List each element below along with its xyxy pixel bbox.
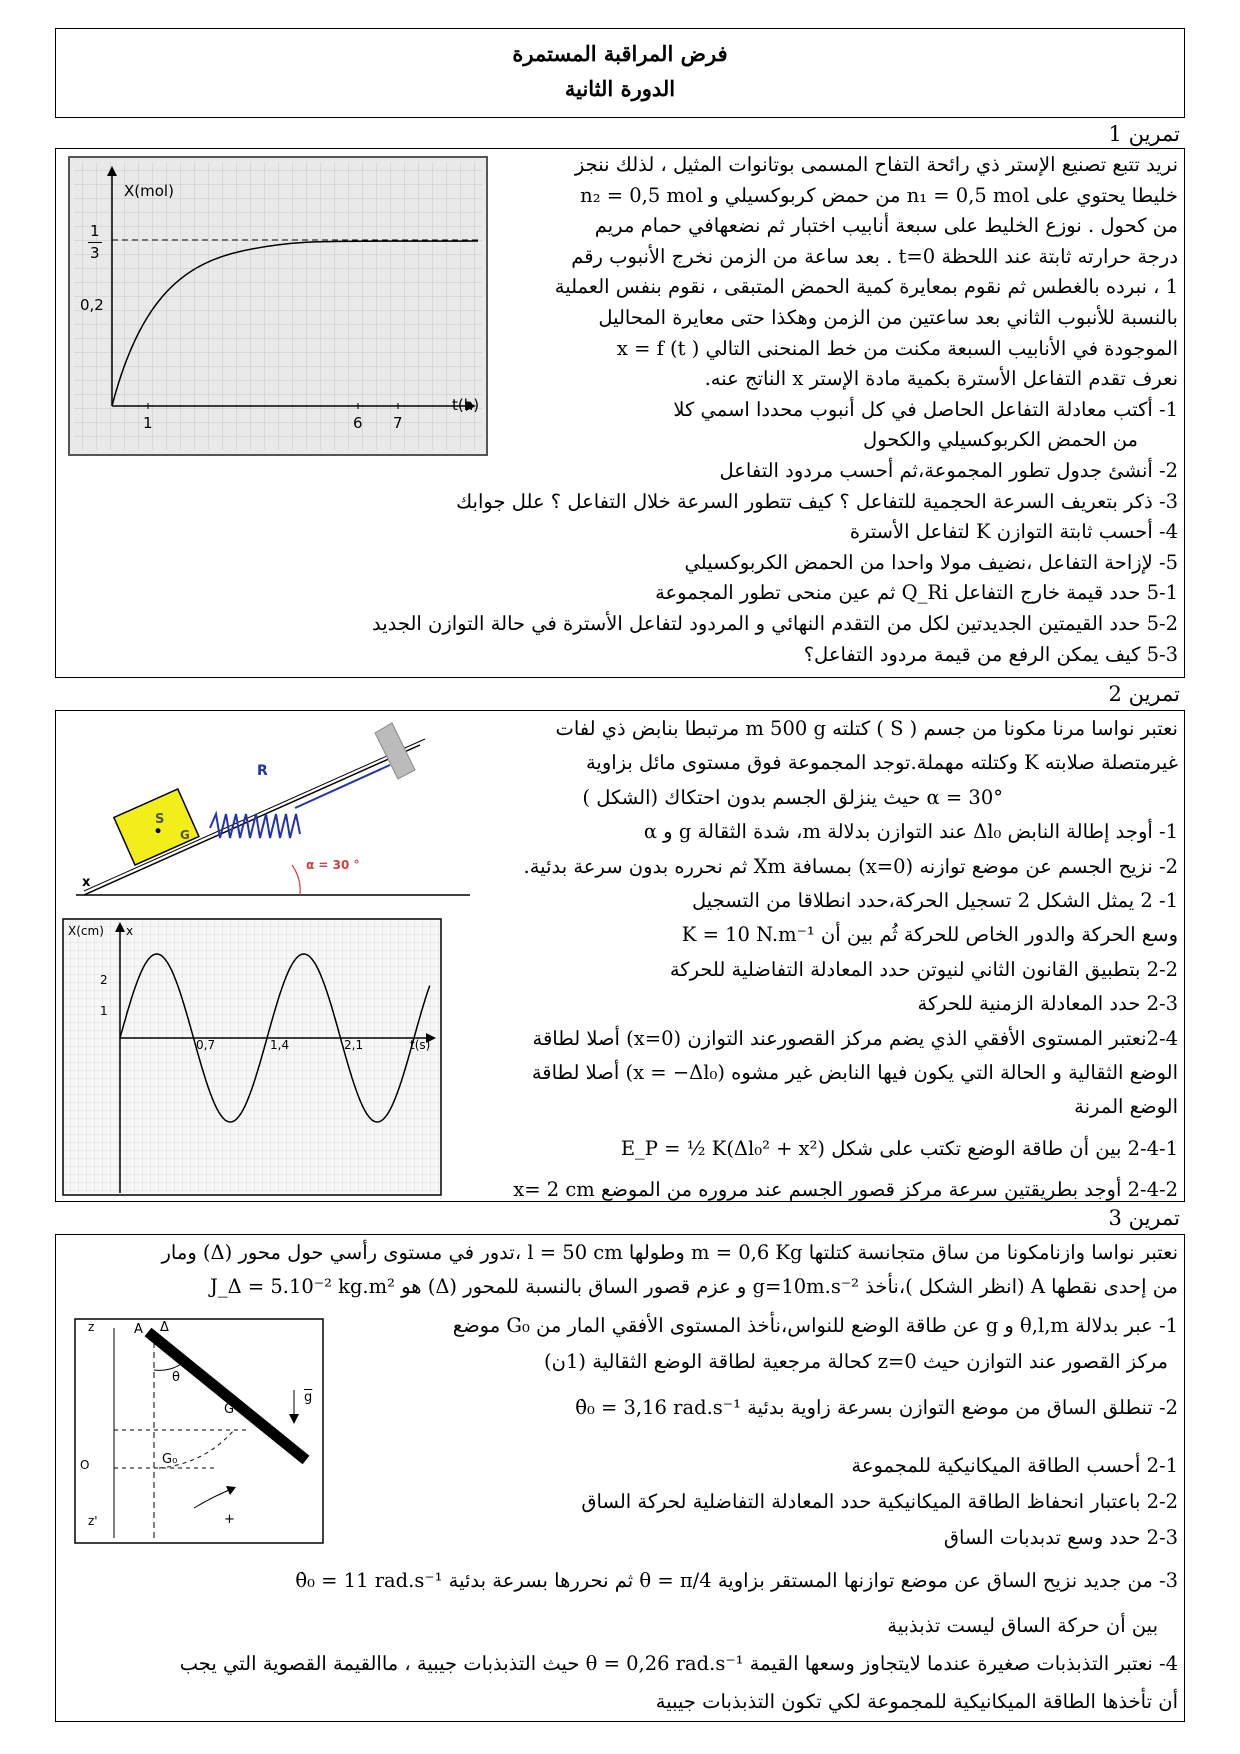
exercise-3-text-top (68, 1236, 1178, 1304)
ex2-line: نعتبر نواسا مرنا مكونا من جسم ( S ) كتلته m 500 g مرتبطا بنابض ذي لفات (555, 717, 1178, 740)
ex1-line: 1 ، نبرده بالغطس ثم نقوم بمعايرة كمية الحمض المتبقى ، نقوم بنفس العملية (554, 275, 1178, 299)
ex3-line: نعتبر نواسا وازنامكونا من ساق متجانسة كتلتها m = 0,6 Kg وطولها l = 50 cm ،تدور في مستوى رأسي حول محور (Δ) ومار (161, 1241, 1178, 1264)
ex2-line: غيرمتصلة صلابته K وكتلته مهملة.توجد المجموعة فوق مستوى مائل بزاوية (585, 751, 1178, 775)
record-yaxis-label: x (126, 924, 134, 938)
ex1-line: نعرف تقدم التفاعل الأسترة بكمية مادة الإستر x الناتج عنه. (704, 367, 1178, 391)
plus-label: + (224, 1512, 235, 1527)
rod-pendulum-figure (74, 1318, 324, 1544)
graph-xtick-1: 1 (143, 414, 153, 432)
ex3-line: 2-3 حدد وسع تدبدبات الساق (943, 1526, 1178, 1549)
record-xtick-07: 0,7 (196, 1038, 216, 1052)
ex1-line: درجة حرارته ثابتة عند اللحظة t=0 . بعد ساعة من الزمن نخرج الأنبوب رقم (571, 244, 1178, 268)
record-ytick-2: 2 (100, 973, 108, 987)
ex1-line: 4- أحسب ثابتة التوازن K لتفاعل الأسترة (849, 520, 1178, 544)
ex2-line: 2-2 بتطبيق القانون الثاني لنيوتن حدد المعادلة التفاضلية للحركة (669, 957, 1178, 981)
ex1-line: خليطا يحتوي على n₁ = 0,5 mol من حمض كربوكسيلي و n₂ = 0,5 mol (580, 183, 1178, 207)
body-label: S (155, 812, 165, 827)
theta-label: θ (172, 1370, 180, 1385)
graph-yfrac-den: 3 (90, 244, 100, 262)
ex3-line: من إحدى نقطها A (انظر الشكل )،نأخذ g=10m.s⁻² و عزم قصور الساق بالنسبة للمحور (Δ) هو J_Δ = 5.10⁻² kg.m² (210, 1275, 1178, 1298)
point-g0-label: G₀ (162, 1452, 178, 1467)
ex3-line: 2-1 أحسب الطاقة الميكانيكية للمجموعة (851, 1454, 1178, 1477)
ex1-line: نريد تتبع تصنيع الإستر ذي رائحة التفاح المسمى بوتانوات المثيل ، لذلك ننجز (574, 153, 1178, 176)
record-ylabel: X(cm) (68, 924, 104, 938)
angle-label: α = 30 ° (306, 858, 360, 872)
ex1-line: 5-3 كيف يمكن الرفع من قيمة مردود التفاعل؟ (803, 642, 1178, 666)
graph-ylabel: X(mol) (124, 182, 174, 200)
header-box (55, 28, 1185, 118)
spring-label: R (257, 763, 268, 779)
exercise-3-text-bottom (68, 1555, 1178, 1721)
ex1-line: الموجودة في الأنابيب السبعة مكنت من خط المنحنى التالي ( x = f (t (616, 336, 1178, 360)
record-ytick-1: 1 (100, 1004, 108, 1018)
ex2-line: 1- أوجد إطالة النابض Δl₀ عند التوازن بدلالة m، شدة الثقالة g و α (643, 820, 1178, 844)
ex2-line: α = 30° حيث ينزلق الجسم بدون احتكاك (الشكل ) (582, 785, 1003, 809)
exercise-3-text-mid (378, 1308, 1178, 1556)
ex1-line: 2- أنشئ جدول تطور المجموعة،ثم أحسب مردود التفاعل (719, 458, 1178, 482)
ex3-line: 1- عبر بدلالة θ,l,m و g عن طاقة الوضع للنواس،نأخذ المستوى الأفقي المار من G₀ موضع (452, 1314, 1178, 1337)
oscillation-record (62, 918, 442, 1196)
ex2-line: 1- 2 يمثل الشكل 2 تسجيل الحركة،حدد انطلاقا من التسجيل (692, 889, 1178, 913)
graph-yfrac-num: 1 (90, 222, 100, 240)
ex3-line: 2- تنطلق الساق من موضع التوازن بسرعة زاوية بدئية θ̇₀ = 3,16 rad.s⁻¹ (575, 1396, 1178, 1419)
axis-x-label: x (82, 875, 91, 890)
incline-figure (70, 715, 470, 910)
ex2-line: 2-3 حدد المعادلة الزمنية للحركة (917, 992, 1178, 1016)
origin-label: O (80, 1458, 90, 1472)
point-g-label: G (224, 1402, 235, 1417)
ex2-line: 2-4-1 بين أن طاقة الوضع تكتب على شكل E_P = ½ K(Δl₀² + x²) (620, 1136, 1178, 1160)
ex3-line: 2-2 باعتبار انحفاظ الطاقة الميكانيكية حدد المعادلة التفاضلية لحركة الساق (581, 1490, 1178, 1513)
ex1-line: من الحمض الكربوكسيلي والكحول (862, 428, 1138, 452)
ex1-line: 5-1 حدد قيمة خارج التفاعل Q_Ri ثم عين منحى تطور المجموعة (655, 581, 1178, 605)
ex2-line: الوضع الثقالية و الحالة التي يكون فيها النابض غير مشوه (x = −Δl₀) أصلا لطاقة (531, 1061, 1178, 1085)
g-vector-label: $\overline{g}$ (304, 1390, 313, 1405)
ex2-line: الوضع المرنة (1074, 1095, 1178, 1119)
exercise-1-label: تمرين 1 (1108, 122, 1180, 146)
ex3-line: 3- من جديد نزيح الساق عن موضع توازنها المستقر بزاوية θ = π/4 ثم نحررها بسرعة بدئية θ̇₀ = 11 rad.s⁻¹ (295, 1569, 1178, 1592)
record-xtick-14: 1,4 (270, 1038, 290, 1052)
ex3-line: أن تأخذها الطاقة الميكانيكية للمجموعة لكي تكون التذبذبات جيبية (655, 1690, 1178, 1713)
exercise-2-label: تمرين 2 (1108, 682, 1180, 706)
ex1-line: 3- ذكر بتعريف السرعة الحجمية للتفاعل ؟ كيف تتطور السرعة خلال التفاعل ؟ علل جوابك (456, 489, 1178, 513)
ex1-line: من كحول . نوزع الخليط على سبعة أنابيب اختبار ثم نضعهافي حمام مريم (594, 214, 1178, 238)
point-a-label: A (134, 1322, 143, 1337)
record-xtick-21: 2,1 (344, 1038, 364, 1052)
graph-ytick: 0,2 (80, 296, 104, 314)
z-bottom-label: z' (88, 1514, 98, 1528)
exercise-2-text (488, 712, 1178, 1207)
extent-graph (68, 156, 488, 456)
graph-xtick-7: 7 (393, 414, 403, 432)
record-xlabel: t(s) (410, 1038, 431, 1052)
graph-xtick-6: 6 (353, 414, 363, 432)
delta-label: Δ (160, 1320, 169, 1335)
graph-xlabel: t(h) (452, 396, 480, 414)
ex3-line: بين أن حركة الساق ليست تذبذبية (887, 1614, 1158, 1637)
graph-yfrac-line (88, 242, 102, 243)
ex2-line: وسع الحركة والدور الخاص للحركة ثُم بين أن K = 10 N.m⁻¹ (681, 923, 1178, 947)
ex1-line: 1- أكتب معادلة التفاعل الحاصل في كل أنبوب محددا اسمي كلا (673, 397, 1178, 421)
z-top-label: z (88, 1320, 95, 1334)
ex2-line: 2- نزيح الجسم عن موضع توازنه (x=0) بمسافة Xm ثم نحرره بدون سرعة بدئية. (523, 854, 1178, 878)
ex3-line: 4- نعتبر التذبذبات صغيرة عندما لايتجاوز وسعها القيمة θ = 0,26 rad.s⁻¹ حيث التذبذبات جيبية ، ماالقيمة القصوية التي يجب (179, 1652, 1178, 1675)
ex3-line: مركز القصور عند التوازن حيث z=0 كحالة مرجعية لطاقة الوضع الثقالية (1ن) (544, 1350, 1168, 1373)
page-title: فرض المراقبة المستمرة (512, 41, 728, 66)
ex2-line: 2-4-2 أوجد بطريقتين سرعة مركز قصور الجسم عند مروره من الموضع x= 2 cm (513, 1177, 1178, 1201)
center-label: G (180, 828, 190, 842)
exercise-3-label: تمرين 3 (1108, 1206, 1180, 1230)
ex1-line: 5-2 حدد القيمتين الجديدتين لكل من التقدم النهائي و المردود لتفاعل الأسترة في حالة التوازن الجديد (371, 611, 1178, 635)
ex2-line: 2-4نعتبر المستوى الأفقي الذي يضم مركز القصورعند التوازن (x=0) أصلا لطاقة (532, 1026, 1178, 1050)
page-subtitle: الدورة الثانية (564, 76, 676, 101)
ex1-line: 5- لإزاحة التفاعل ،نضيف مولا واحدا من الحمض الكربوكسيلي (684, 550, 1178, 574)
ex1-line: بالنسبة للأنبوب الثاني بعد ساعتين من الزمن وهكذا حتى معايرة المحاليل (598, 305, 1178, 329)
